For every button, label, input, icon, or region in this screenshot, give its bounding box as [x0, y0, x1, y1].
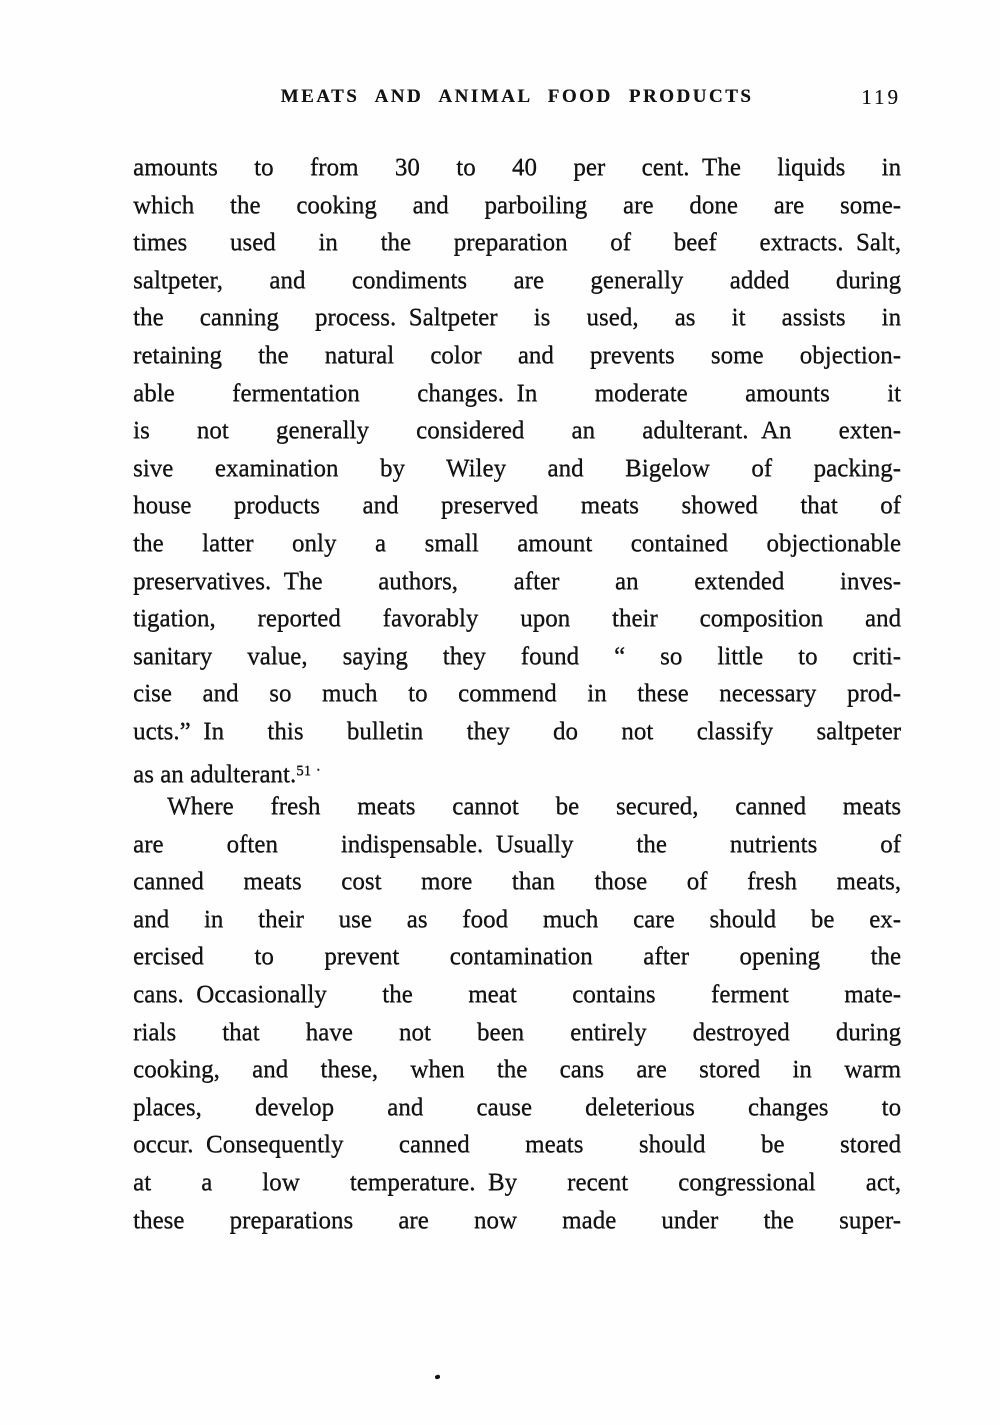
text-line	[133, 262, 901, 300]
text-line	[133, 638, 901, 676]
line-text: able fermentation changes. In moderate amounts it	[133, 379, 901, 407]
line-text: which the cooking and parboiling are done are some-	[133, 191, 901, 219]
text-line	[133, 600, 901, 638]
text-line	[133, 224, 901, 262]
text-line	[133, 788, 901, 826]
text-column	[133, 149, 901, 1239]
text-line	[133, 1014, 901, 1052]
line-text: Where fresh meats cannot be secured, canned meats	[167, 793, 901, 821]
text-line	[133, 901, 901, 939]
text-line	[133, 751, 901, 789]
text-line	[133, 525, 901, 563]
text-line	[133, 938, 901, 976]
line-text: cise and so much to commend in these necessary prod-	[133, 680, 901, 708]
line-text: rials that have not been entirely destroyed during	[133, 1018, 901, 1046]
text-line	[133, 1089, 901, 1127]
text-line	[133, 1202, 901, 1240]
line-text: cooking, and these, when the cans are stored in warm	[133, 1056, 901, 1084]
text-line	[133, 299, 901, 337]
line-text: are often indispensable. Usually the nutrients of	[133, 830, 901, 858]
line-text: ucts.” In this bulletin they do not classify saltpeter	[133, 717, 901, 745]
footnote-reference: 51	[296, 762, 312, 779]
running-head-title: MEATS AND ANIMAL FOOD PRODUCTS	[280, 86, 754, 107]
scan-mark: ·	[311, 759, 322, 779]
line-text: occur. Consequently canned meats should be stored	[133, 1131, 901, 1159]
text-line	[133, 149, 901, 187]
line-text: as an adulterant.	[133, 760, 297, 788]
text-line	[133, 863, 901, 901]
line-text: saltpeter, and condiments are generally added during	[133, 266, 901, 294]
text-line	[133, 487, 901, 525]
text-line	[133, 337, 901, 375]
line-text: amounts to from 30 to 40 per cent. The liquids in	[133, 154, 901, 181]
line-text: ercised to prevent contamination after opening the	[133, 943, 901, 971]
line-text: sive examination by Wiley and Bigelow of packing-	[133, 454, 901, 482]
text-line	[133, 563, 901, 601]
line-text: tigation, reported favorably upon their composition and	[133, 605, 901, 633]
line-text: is not generally considered an adulterant. An exten-	[133, 417, 901, 445]
text-line	[133, 1051, 901, 1089]
line-text: places, develop and cause deleterious changes to	[133, 1093, 901, 1121]
page-header	[133, 86, 901, 112]
line-text: cans. Occasionally the meat contains ferment mate-	[133, 981, 901, 1009]
line-text: the latter only a small amount contained objectionable	[133, 529, 901, 557]
text-line	[133, 713, 901, 751]
line-text: sanitary value, saying they found “ so little to criti-	[133, 642, 901, 670]
line-text: retaining the natural color and prevents some objection-	[133, 341, 901, 369]
text-line	[133, 1126, 901, 1164]
line-text: and in their use as food much care should be ex-	[133, 905, 901, 933]
line-text: these preparations are now made under the super-	[133, 1206, 901, 1234]
line-text: times used in the preparation of beef extracts. Salt,	[133, 229, 901, 257]
text-line	[133, 187, 901, 225]
text-line	[133, 375, 901, 413]
text-line	[133, 675, 901, 713]
line-text: canned meats cost more than those of fresh meats,	[133, 868, 901, 896]
line-text: at a low temperature. By recent congressional act,	[133, 1169, 901, 1197]
text-line	[133, 976, 901, 1014]
text-line	[133, 826, 901, 864]
text-line	[133, 1164, 901, 1202]
text-line	[133, 450, 901, 488]
line-text: house products and preserved meats showed that of	[133, 492, 901, 520]
text-line	[133, 412, 901, 450]
page-number: 119	[861, 85, 901, 109]
line-text: the canning process. Saltpeter is used, as it assists in	[133, 304, 901, 332]
scan-speck	[435, 1374, 441, 1379]
line-text: preservatives. The authors, after an extended inves-	[133, 567, 901, 595]
